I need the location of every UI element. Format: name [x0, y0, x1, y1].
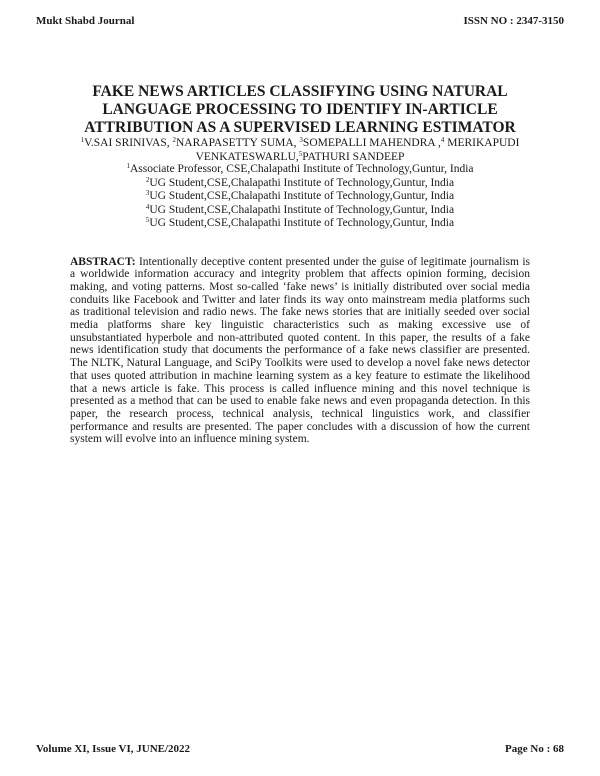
- affiliation-superscript: 4: [145, 202, 150, 211]
- author-name: NARAPASETTY SUMA,: [175, 137, 300, 149]
- affiliation-line: [60, 217, 540, 231]
- affiliation-text: Associate Professor, CSE,Chalapathi Institute of Technology,Guntur, India: [129, 163, 474, 175]
- affiliation-text: UG Student,CSE,Chalapathi Institute of Technology,Guntur, India: [149, 217, 455, 230]
- affiliation-line: [60, 163, 540, 177]
- author-superscript: 5: [298, 150, 303, 158]
- author-name: PATHURI SANDEEP: [302, 151, 405, 163]
- abstract-label: ABSTRACT:: [70, 255, 136, 268]
- affiliation-text: UG Student,CSE,Chalapathi Institute of Technology,Guntur, India: [149, 190, 455, 203]
- affiliation-superscript: 2: [145, 175, 150, 184]
- affiliation-line: [60, 190, 540, 204]
- affiliation-text: UG Student,CSE,Chalapathi Institute of Technology,Guntur, India: [149, 176, 455, 189]
- author-name: MERIKAPUDI VENKATESWARLU,: [195, 137, 520, 163]
- affiliation-superscript: 1: [126, 162, 130, 170]
- issn-number: ISSN NO : 2347-3150: [463, 15, 564, 27]
- affiliation-line: [60, 177, 540, 191]
- abstract-text: Intentionally deceptive content presented under the guise of legitimate journalism is a worldwide information accuracy and integrity problem that affects opinion forming, decision making, and voting patterns. Most so-called ‘fake news’ is initially distributed over social media conduits like Facebook and Twitter and later finds its way onto mainstream media platforms such as traditional television and radio news. The fake news stories that are initially seeded over social media platforms share key linguistic characteristics such as making excessive use of unsubstantiated hyperbole and non-attributed quoted content. In this paper, the results of a fake news identification study that documents the performance of a fake news classifier are presented. The NLTK, Natural Language, and SciPy Toolkits were used to develop a novel fake news detector that uses quoted attribution in machine learning system as a key feature to estimate the likelihood that a news article is fake. This process is called influence mining and this novel technique is presented as a method that can be used to enable fake news and even propaganda detection. In this paper, the research process, technical analysis, technical linguistics work, and classifier performance and results are presented. The paper concludes with a discussion of how the current system will evolve into an influence mining system.: [70, 255, 530, 446]
- affiliation-superscript: 5: [145, 216, 150, 225]
- journal-name: Mukt Shabd Journal: [36, 15, 135, 27]
- author-superscript: 1: [80, 136, 85, 144]
- affiliation-text: UG Student,CSE,Chalapathi Institute of Technology,Guntur, India: [149, 203, 455, 216]
- paper-title: FAKE NEWS ARTICLES CLASSIFYING USING NATURAL LANGUAGE PROCESSING TO IDENTIFY IN-ARTICLE ATTRIBUTION AS A SUPERVISED LEARNING ESTIMATOR: [84, 83, 516, 136]
- volume-info: Volume XI, Issue VI, JUNE/2022: [36, 743, 191, 755]
- affiliation-list: [60, 163, 540, 231]
- abstract-paragraph: [70, 256, 530, 447]
- affiliation-line: [60, 204, 540, 218]
- author-list: [60, 136, 540, 164]
- author-superscript: 2: [172, 136, 176, 144]
- author-name: SOMEPALLI MAHENDRA ,: [302, 137, 441, 149]
- author-name: V.SAI SRINIVAS,: [84, 137, 173, 149]
- page-number: Page No : 68: [505, 743, 564, 755]
- author-superscript: 4: [440, 136, 445, 144]
- affiliation-superscript: 3: [145, 189, 150, 198]
- author-superscript: 3: [299, 136, 303, 144]
